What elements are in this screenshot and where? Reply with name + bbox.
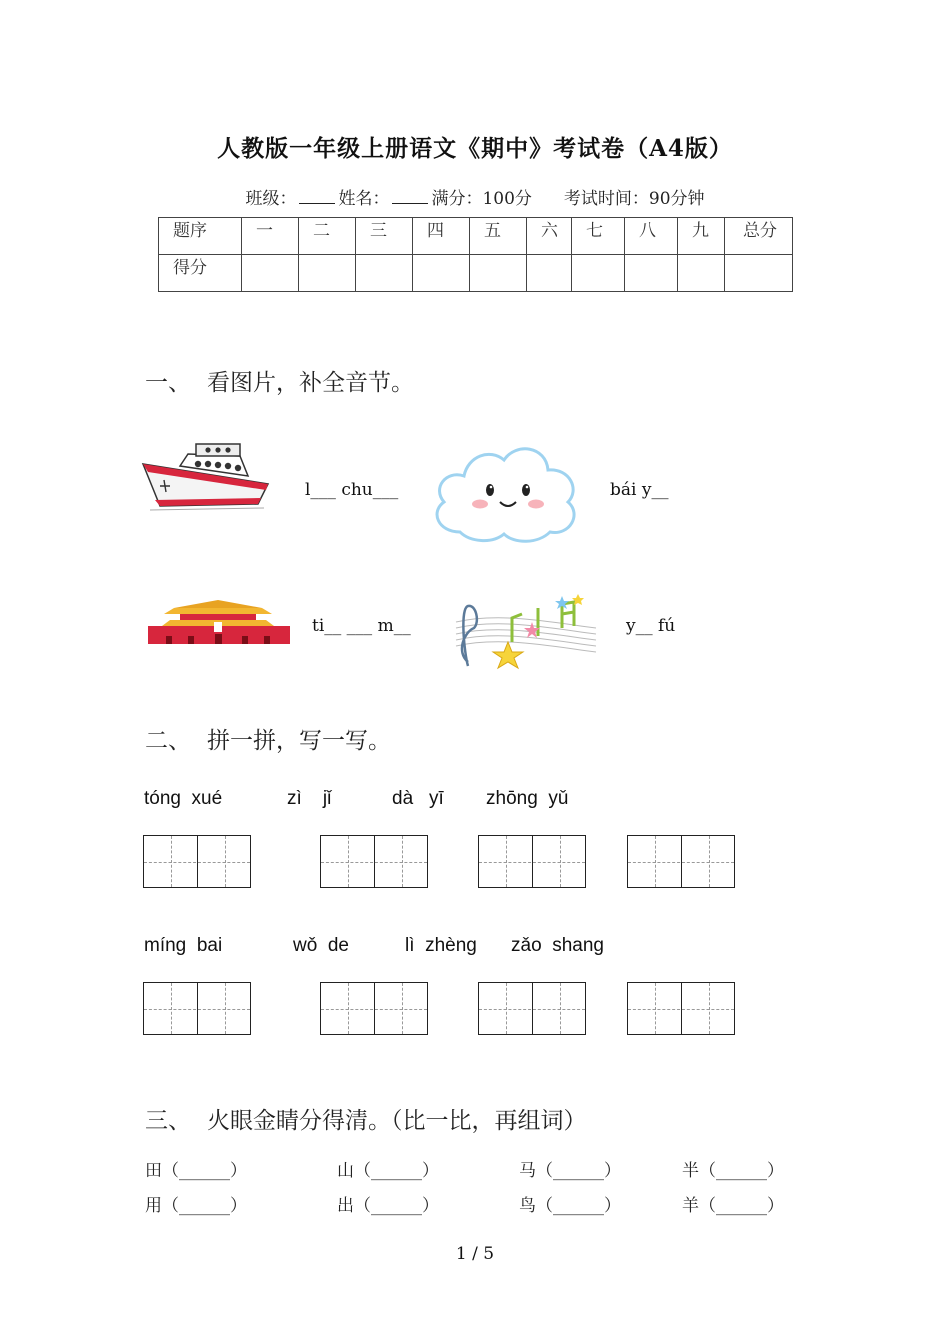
pinyin-syllable: wǒ <box>293 935 318 956</box>
pinyin-word <box>293 935 349 957</box>
score-cell: 八 <box>625 218 678 255</box>
pinyin-syllable: míng <box>144 935 187 956</box>
score-input-cell[interactable] <box>625 255 678 292</box>
name-label: 姓名： <box>338 189 390 209</box>
compare-item[interactable]: 用（______） <box>145 1196 247 1216</box>
page-number: 1 / 5 <box>455 1244 495 1264</box>
score-cell: 一 <box>242 218 299 255</box>
section-number: 一、 <box>145 370 191 396</box>
exam-time: 考试时间：90分钟 <box>563 189 705 209</box>
score-cell: 六 <box>527 218 572 255</box>
section-title: 拼一拼，写一写。 <box>207 728 391 754</box>
pinyin-word <box>144 788 222 810</box>
score-cell: 总分 <box>725 218 793 255</box>
compare-item[interactable]: 马（______） <box>519 1161 621 1181</box>
pinyin-syllable: de <box>327 935 349 956</box>
tiananmen-icon <box>144 598 294 648</box>
full-score: 满分：100分 <box>431 189 532 209</box>
pinyin-word <box>486 788 568 810</box>
class-label: 班级： <box>245 189 297 209</box>
pinyin-word <box>392 788 444 810</box>
cloud-icon <box>430 440 580 544</box>
compare-item[interactable]: 田（______） <box>145 1161 247 1181</box>
compare-item[interactable]: 鸟（______） <box>519 1196 621 1216</box>
score-cell: 七 <box>572 218 625 255</box>
score-input-cell[interactable] <box>725 255 793 292</box>
pinyin-syllable: zǎo <box>511 935 542 956</box>
section-3-heading <box>145 1102 587 1135</box>
pinyin-blank-2[interactable]: bái y__ <box>610 480 669 500</box>
score-input-cell[interactable] <box>356 255 413 292</box>
pinyin-word <box>511 935 604 957</box>
pinyin-syllable: zì <box>287 788 302 809</box>
pinyin-syllable: yī <box>428 788 444 809</box>
score-input-cell[interactable] <box>678 255 725 292</box>
writing-grid[interactable] <box>320 982 428 1035</box>
writing-grid[interactable] <box>478 982 586 1035</box>
name-blank[interactable] <box>392 189 428 204</box>
score-cell: 题序 <box>159 218 242 255</box>
pinyin-blank-4[interactable]: y__ fú <box>626 616 676 636</box>
writing-grid[interactable] <box>143 982 251 1035</box>
pinyin-syllable: zhèng <box>425 935 477 956</box>
pinyin-syllable: tóng <box>144 788 181 809</box>
writing-grid[interactable] <box>627 835 735 888</box>
score-input-cell[interactable] <box>242 255 299 292</box>
section-title: 看图片，补全音节。 <box>207 370 414 396</box>
compare-item[interactable]: 出（______） <box>337 1196 439 1216</box>
exam-info <box>0 184 950 209</box>
compare-item[interactable]: 山（______） <box>337 1161 439 1181</box>
score-cell: 五 <box>470 218 527 255</box>
pinyin-word <box>405 935 477 957</box>
class-blank[interactable] <box>299 189 335 204</box>
score-input-cell[interactable] <box>470 255 527 292</box>
score-input-cell[interactable] <box>413 255 470 292</box>
section-title: 火眼金睛分得清。（比一比，再组词） <box>207 1108 587 1134</box>
score-cell: 九 <box>678 218 725 255</box>
score-header-row <box>159 218 793 255</box>
score-cell: 四 <box>413 218 470 255</box>
ship-icon <box>140 440 272 514</box>
pinyin-syllable: xué <box>191 788 223 809</box>
writing-grid[interactable] <box>320 835 428 888</box>
score-input-cell[interactable] <box>572 255 625 292</box>
score-cell: 三 <box>356 218 413 255</box>
writing-grid[interactable] <box>627 982 735 1035</box>
score-row-label: 得分 <box>159 255 242 292</box>
score-table <box>158 217 793 292</box>
section-number: 二、 <box>145 728 191 754</box>
section-1-heading <box>145 364 414 397</box>
score-input-cell[interactable] <box>299 255 356 292</box>
score-value-row <box>159 255 793 292</box>
music-notes-icon <box>450 592 600 672</box>
compare-item[interactable]: 羊（______） <box>682 1196 784 1216</box>
pinyin-syllable: zhōng <box>486 788 538 809</box>
writing-grid[interactable] <box>143 835 251 888</box>
writing-grid[interactable] <box>478 835 586 888</box>
pinyin-syllable: dà <box>392 788 414 809</box>
pinyin-blank-3[interactable]: ti__ ___ m__ <box>312 616 411 636</box>
pinyin-syllable: lì <box>405 935 415 956</box>
pinyin-syllable: shang <box>552 935 604 956</box>
pinyin-word <box>287 788 331 810</box>
score-cell: 二 <box>299 218 356 255</box>
compare-item[interactable]: 半（______） <box>682 1161 784 1181</box>
pinyin-syllable: bai <box>196 935 223 956</box>
section-number: 三、 <box>145 1108 191 1134</box>
score-input-cell[interactable] <box>527 255 572 292</box>
page-title: 人教版一年级上册语文《期中》考试卷（A4版） <box>217 135 733 162</box>
pinyin-blank-1[interactable]: l___ chu___ <box>305 480 399 500</box>
pinyin-syllable: yǔ <box>548 788 569 809</box>
pinyin-word <box>144 935 222 957</box>
pinyin-syllable: jǐ <box>322 788 332 809</box>
section-2-heading <box>145 722 391 755</box>
